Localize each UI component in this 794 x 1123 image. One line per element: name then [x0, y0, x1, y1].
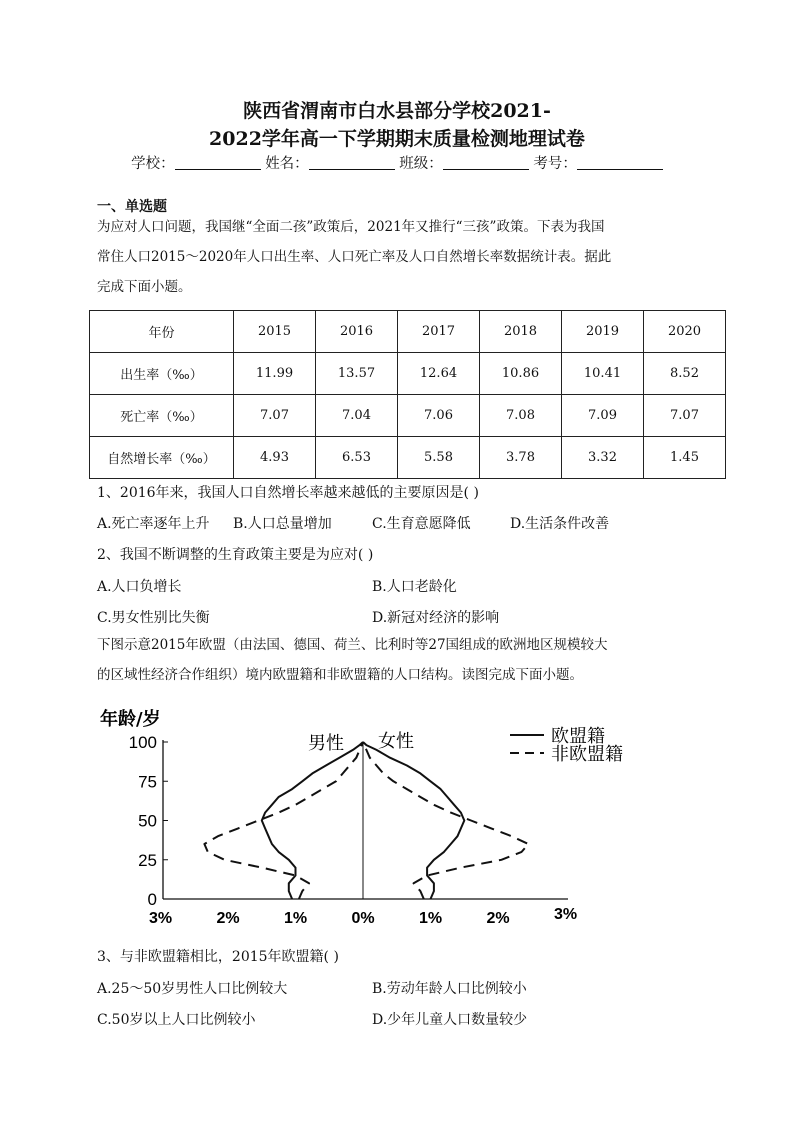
non-eu-citizen-male-line	[204, 742, 363, 899]
q3-option-c[interactable]: C.50岁以上人口比例较小	[97, 1012, 256, 1028]
y-tick-label: 25	[138, 850, 157, 870]
table-cell: 7.04	[316, 395, 398, 437]
x-tick-label: 3%	[148, 910, 173, 927]
question-1-stem: 1、2016年来，我国人口自然增长率越来越低的主要原因是( )	[97, 485, 479, 501]
table-cell: 出生率（‰）	[90, 353, 234, 395]
table-cell: 12.64	[398, 353, 480, 395]
table-cell: 2018	[480, 311, 562, 353]
table-cell: 7.07	[644, 395, 726, 437]
title-line-1: 陕西省渭南市白水县部分学校2021-	[243, 100, 551, 122]
x-tick-label: 2%	[486, 910, 510, 927]
table-cell: 2016	[316, 311, 398, 353]
eu-citizen-male-line	[262, 742, 363, 899]
q2-option-c[interactable]: C.男女性别比失衡	[97, 610, 210, 626]
y-axis-title: 年龄/岁	[100, 709, 161, 730]
table-cell: 2017	[398, 311, 480, 353]
table-cell: 3.32	[562, 437, 644, 479]
x-tick-label: 1%	[283, 910, 308, 927]
table-cell: 7.06	[398, 395, 480, 437]
x-tick-label: 0%	[351, 910, 375, 927]
table-cell: 年份	[90, 311, 234, 353]
table-cell: 11.99	[234, 353, 316, 395]
class-label: 班级：	[399, 156, 443, 172]
intro-line: 下图示意2015年欧盟（由法国、德国、荷兰、比利时等27国组成的欧洲地区规模较大	[97, 637, 608, 653]
q2-option-a[interactable]: A.人口负增长	[97, 579, 182, 595]
male-label: 男性	[308, 733, 344, 754]
q2-option-b[interactable]: B.人口老龄化	[372, 579, 457, 595]
intro-line: 完成下面小题。	[97, 279, 192, 295]
table-cell: 自然增长率（‰）	[90, 437, 234, 479]
name-label: 姓名：	[265, 156, 309, 172]
table-cell: 8.52	[644, 353, 726, 395]
table-cell: 6.53	[316, 437, 398, 479]
legend-label-non-eu-citizen: 非欧盟籍	[551, 744, 623, 765]
y-tick-label: 100	[128, 733, 157, 752]
table-cell: 1.45	[644, 437, 726, 479]
female-label: 女性	[378, 731, 414, 752]
table-cell: 10.41	[562, 353, 644, 395]
y-tick-label: 75	[138, 772, 157, 792]
q1-option-b[interactable]: B.人口总量增加	[233, 516, 332, 532]
table-cell: 2019	[562, 311, 644, 353]
y-tick-label: 0	[147, 890, 157, 909]
table-cell: 5.58	[398, 437, 480, 479]
table-cell: 3.78	[480, 437, 562, 479]
intro-line: 为应对人口问题，我国继“全面二孩”政策后，2021年又推行“三孩”政策。下表为我国	[97, 219, 605, 235]
title-line-2: 2022学年高一下学期期末质量检测地理试卷	[209, 128, 585, 150]
legend-label-eu-citizen: 欧盟籍	[551, 726, 605, 747]
table-cell: 7.09	[562, 395, 644, 437]
school-label: 学校：	[131, 156, 175, 172]
y-tick-label: 50	[138, 811, 157, 831]
q1-option-c[interactable]: C.生育意愿降低	[372, 516, 471, 532]
x-tick-label: 3%	[553, 906, 578, 923]
q1-option-d[interactable]: D.生活条件改善	[510, 516, 610, 532]
non-eu-citizen-female-line	[363, 742, 528, 899]
question-3-stem: 3、与非欧盟籍相比，2015年欧盟籍( )	[97, 949, 339, 965]
q3-option-d[interactable]: D.少年儿童人口数量较少	[372, 1012, 528, 1028]
intro-line: 的区域性经济合作组织）境内欧盟籍和非欧盟籍的人口结构。读图完成下面小题。	[97, 667, 583, 683]
exam-number-label: 考号：	[533, 156, 577, 172]
table-cell: 2015	[234, 311, 316, 353]
eu-citizen-female-line	[363, 742, 464, 899]
q3-option-a[interactable]: A.25～50岁男性人口比例较大	[97, 981, 288, 997]
x-tick-label: 2%	[216, 910, 240, 927]
question-2-stem: 2、我国不断调整的生育政策主要是为应对( )	[97, 547, 374, 563]
table-cell: 4.93	[234, 437, 316, 479]
table-cell: 7.07	[234, 395, 316, 437]
q1-option-a[interactable]: A.死亡率逐年上升	[97, 516, 210, 532]
q3-option-b[interactable]: B.劳动年龄人口比例较小	[372, 981, 527, 997]
table-cell: 2020	[644, 311, 726, 353]
table-cell: 7.08	[480, 395, 562, 437]
section-heading: 一、单选题	[97, 199, 167, 215]
q2-option-d[interactable]: D.新冠对经济的影响	[372, 610, 500, 626]
table-cell: 死亡率（‰）	[90, 395, 234, 437]
intro-line: 常住人口2015～2020年人口出生率、人口死亡率及人口自然增长率数据统计表。据此	[97, 249, 612, 265]
table-cell: 10.86	[480, 353, 562, 395]
x-tick-label: 1%	[418, 910, 443, 927]
table-cell: 13.57	[316, 353, 398, 395]
